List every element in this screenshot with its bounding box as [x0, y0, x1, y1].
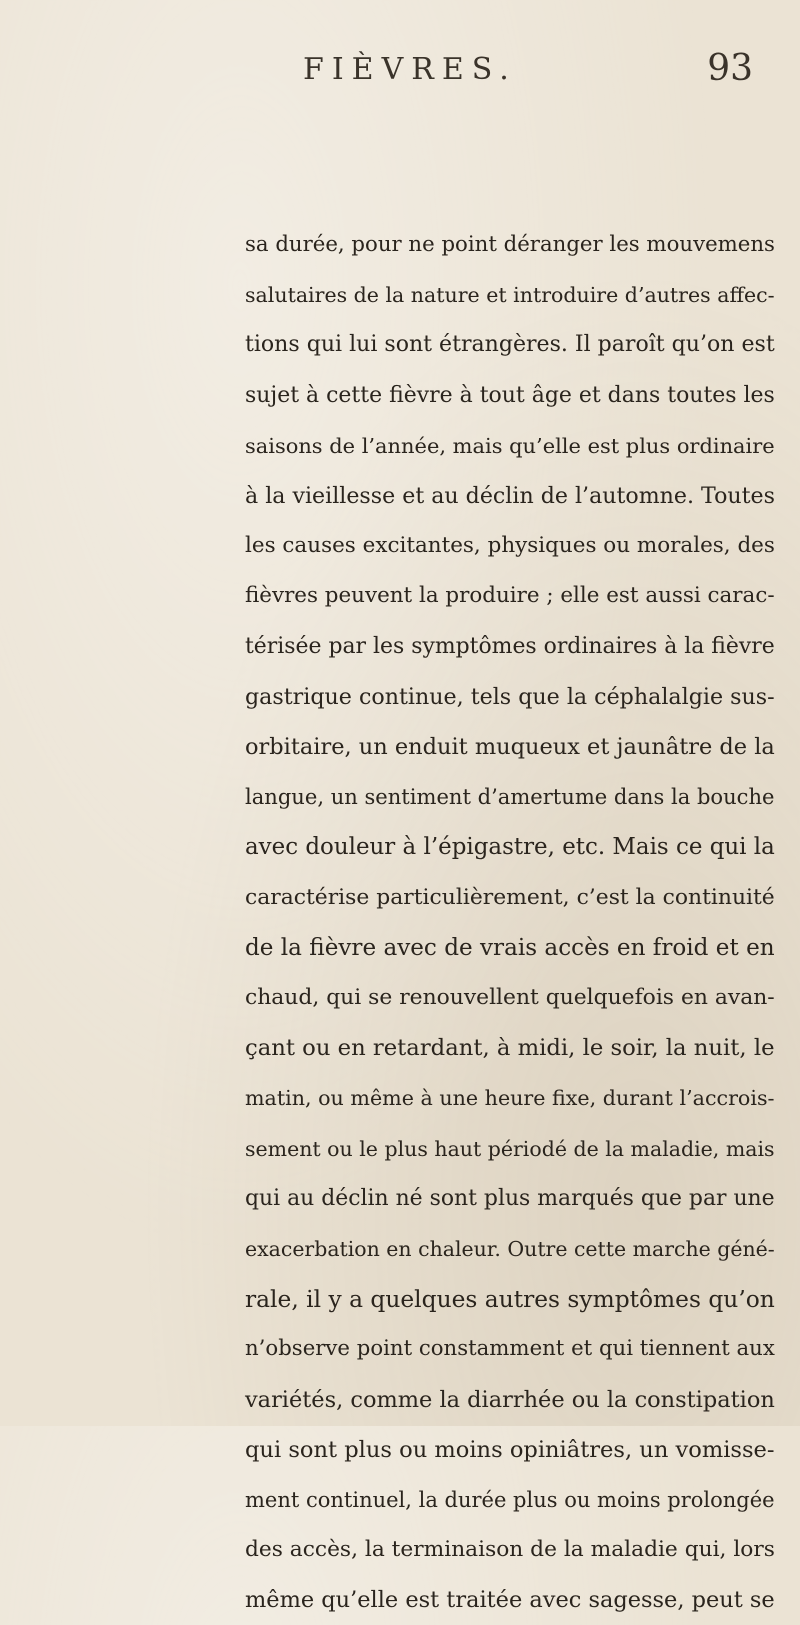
text-line: exacerbation en chaleur. Outre cette marche géné- — [245, 1237, 775, 1261]
text-line: saisons de l’année, mais qu’elle est plus ordinaire — [245, 433, 775, 458]
text-line: fièvres peuvent la produire ; elle est aussi carac- — [245, 583, 775, 609]
text-line: variétés, comme la diarrhée ou la constipation — [245, 1386, 775, 1413]
text-line: sement ou le plus haut périodé de la maladie, mais — [245, 1136, 775, 1161]
text-line: ment continuel, la durée plus ou moins prolongée — [245, 1487, 775, 1512]
text-line: gastrique continue, tels que la céphalalgie sus- — [245, 683, 775, 710]
text-line: çant ou en retardant, à midi, le soir, la nuit, le — [245, 1035, 775, 1062]
text-line: salutaires de la nature et introduire d’autres affec- — [245, 283, 775, 308]
text-line: qui au déclin né sont plus marqués que par une — [245, 1185, 775, 1211]
text-line: les causes excitantes, physiques ou morales, des — [245, 533, 775, 559]
text-line: tions qui lui sont étrangères. Il paroît qu’on est — [245, 332, 775, 358]
text-line: des accès, la terminaison de la maladie qui, lors — [245, 1537, 775, 1563]
text-line: matin, ou même à une heure fixe, durant l’accrois- — [245, 1086, 775, 1111]
text-line: sa durée, pour ne point déranger les mouvemens — [245, 232, 775, 257]
running-head: FIÈVRES. — [303, 52, 517, 87]
text-line: même qu’elle est traitée avec sagesse, peut se — [245, 1587, 775, 1614]
text-line: orbitaire, un enduit muqueux et jaunâtre de la — [245, 734, 775, 760]
text-line: n’observe point constamment et qui tiennent aux — [245, 1336, 775, 1362]
page-header — [303, 44, 753, 94]
text-line: à la vieillesse et au déclin de l’automne. Toutes — [245, 483, 775, 509]
text-line: chaud, qui se renouvellent quelquefois en avan- — [245, 985, 775, 1010]
text-line: térisée par les symptômes ordinaires à la fièvre — [245, 633, 775, 659]
text-line: caractérise particulièrement, c’est la continuité — [245, 884, 775, 910]
page-number: 93 — [707, 48, 753, 89]
text-line: sujet à cette fièvre à tout âge et dans toutes les — [245, 382, 775, 408]
text-line: rale, il y a quelques autres symptômes qu’on — [245, 1285, 775, 1314]
text-line: avec douleur à l’épigastre, etc. Mais ce qui la — [245, 834, 775, 861]
text-line: qui sont plus ou moins opiniâtres, un vomisse- — [245, 1436, 775, 1463]
text-line: de la fièvre avec de vrais accès en froid et en — [245, 934, 775, 961]
text-line: langue, un sentiment d’amertume dans la bouche — [245, 784, 775, 810]
